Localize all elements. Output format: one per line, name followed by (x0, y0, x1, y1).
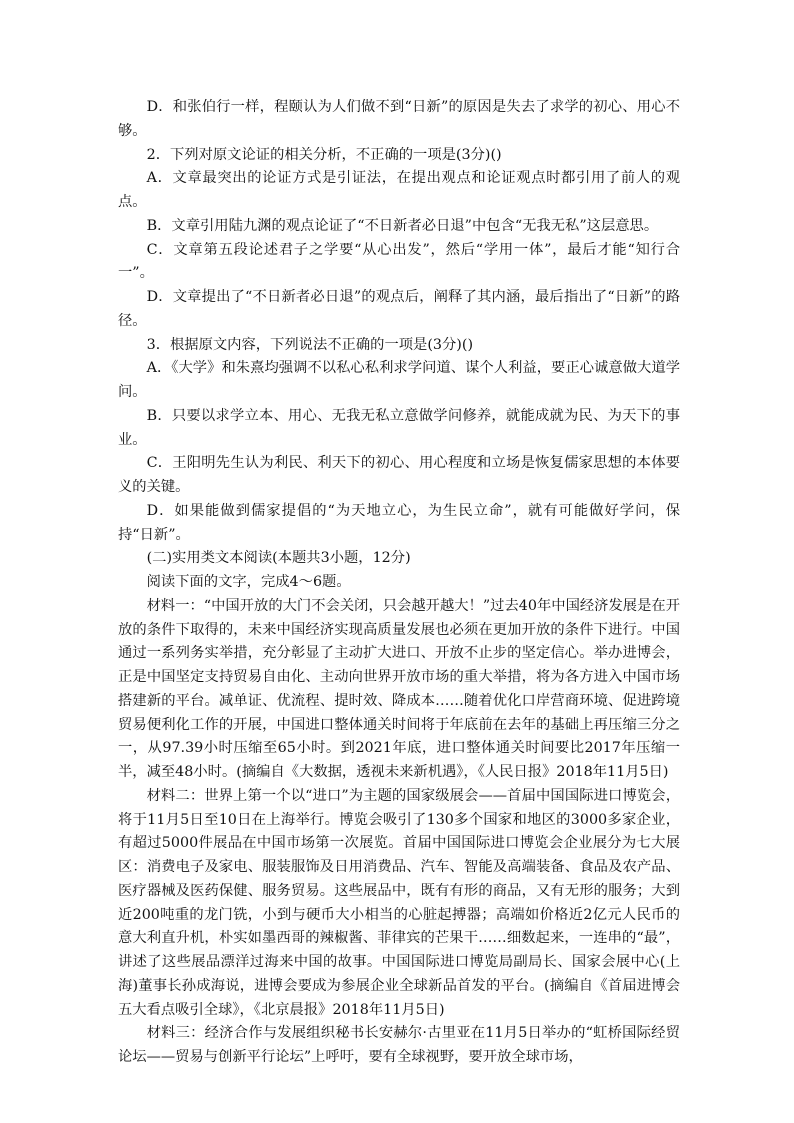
q3-option-d: D．如果能做到儒家提倡的“为天地立心，为生民立命”，就有可能做好学问，保持“日新”。 (118, 502, 680, 543)
q2-option-a: A．文章最突出的论证方式是引证法，在提出观点和论证观点时都引用了前人的观点。 (118, 170, 680, 210)
q1-option-d: D．和张伯行一样，程颐认为人们做不到“日新”的原因是失去了求学的初心、用心不够。 (118, 99, 680, 139)
q2-option-b: B．文章引用陆九渊的观点论证了“不日新者必日退”中包含“无我无私”这层意思。 (146, 217, 659, 234)
q2-option-d: D．文章提出了“不日新者必日退”的观点后，阐释了其内涵，最后指出了“日新”的路径。 (118, 289, 680, 329)
q3-option-a: A．《大学》和朱熹均强调不以私心私利求学问道、谋个人利益，要正心诚意做大道学问。 (118, 360, 680, 400)
q3-option-b: B．只要以求学立本、用心、无我无私立意做学问修养，就能成就为民、为天下的事业。 (118, 407, 680, 448)
q2-stem: 2．下列对原文论证的相关分析，不正确的一项是(3分)() (146, 146, 502, 163)
material-one: 材料一：“中国开放的大门不会关闭，只会越开越大！”过去40年中国经济发展是在开放的条件下取得的，未来中国经济实现高质量发展也必须在更加开放的条件下进行。中国通过一系列务实举措，充分彰显了主动扩大进口、开放不止步的坚定信心。举办进博会，正是中国坚定支持贸易自由化、主动向世界开放市场的重大举措，将为各方进入中国市场搭建新的平台。减单证、优流程、提时效、降成本……随着优化口岸营商环境、促进跨境贸易便利化工作的开展，中国进口整体通关时间将于年底前在去年的基础上再压缩三分之一，从97.39小时压缩至65小时。到2021年底，进口整体通关时间要比2017年压缩一半，减至48小时。(摘编自《大数据，透视未来新机遇》，《人民日报》2018年11月5日) (118, 597, 680, 780)
q2-option-c: C．文章第五段论述君子之学要“从心出发”，然后“学用一体”，最后才能“知行合一”。 (118, 241, 680, 282)
material-two: 材料二：世界上第一个以“进口”为主题的国家级展会——首届中国国际进口博览会，将于11月5日至10日在上海举行。博览会吸引了130多个国家和地区的3000多家企业，有超过5000件展品在中国市场第一次展览。首届中国国际进口博览会企业展分为七大展区：消费电子及家电、服装服饰及日用消费品、汽车、智能及高端装备、食品及农产品、医疗器械及医药保健、服务贸易。这些展品中，既有有形的商品，又有无形的服务；大到近200吨重的龙门铣，小到与硬币大小相当的心脏起搏器；高端如价格近2亿元人民币的意大利直升机，朴实如墨西哥的辣椒酱、菲律宾的芒果干……细数起来，一连串的“最”，讲述了这些展品漂洋过海来中国的故事。中国国际进口博览局副局长、国家会展中心(上海)董事长孙成海说，进博会要成为参展企业全球新品首发的平台。(摘编自《首届进博会五大看点吸引全球》，《北京晨报》2018年11月5日) (118, 787, 680, 1018)
section-instruction: 阅读下面的文字，完成4～6题。 (146, 574, 351, 590)
document-page (118, 96, 680, 1070)
material-three: 材料三：经济合作与发展组织秘书长安赫尔·古里亚在11月5日举办的“虹桥国际经贸论坛——贸易与创新平行论坛”上呼吁，要有全球视野，要开放全球市场， (118, 1025, 680, 1065)
section-heading: (二)实用类文本阅读(本题共3小题，12分) (146, 550, 411, 567)
q3-stem: 3．根据原文内容，下列说法不正确的一项是(3分)() (146, 336, 474, 353)
q3-option-c: C．王阳明先生认为利民、利天下的初心、用心程度和立场是恢复儒家思想的本体要义的关键。 (118, 455, 680, 495)
